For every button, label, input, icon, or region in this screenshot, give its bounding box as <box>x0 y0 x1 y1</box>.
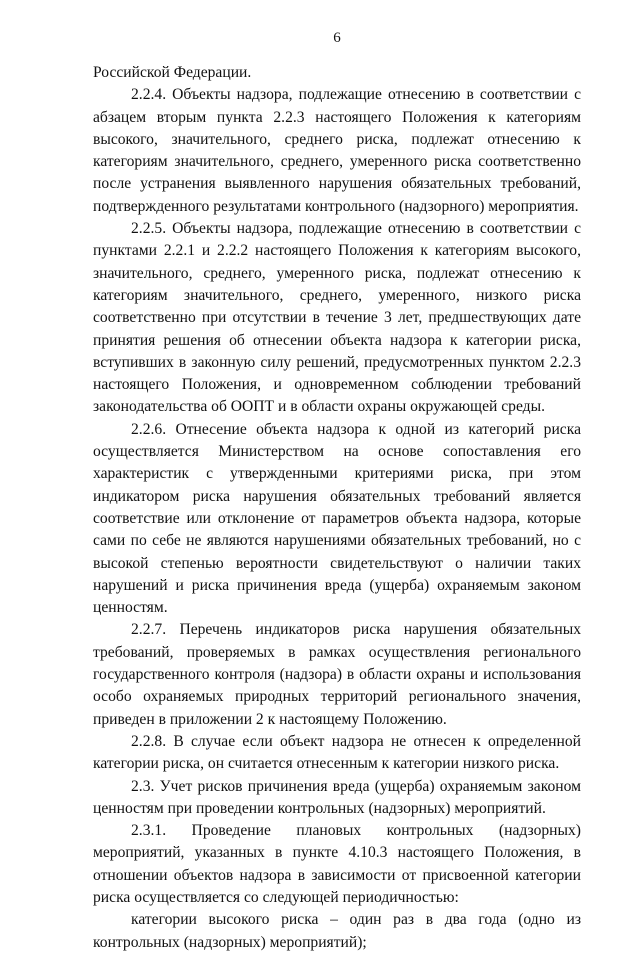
paragraph-high-risk-period: категории высокого риска – один раз в два года (одно из контрольных (надзорных) мероприятий); <box>93 911 581 951</box>
document-body <box>93 62 581 954</box>
paragraph-2-2-5: 2.2.5. Объекты надзора, подлежащие отнесению в соответствии с пунктами 2.2.1 и 2.2.2 настоящего Положения к категориям высокого, значительного, среднего, умеренного риска, подлежат отнесению к категориям значительного, среднего, умеренного, низкого риска соответственно при отсутствии в течение 3 лет, предшествующих дате принятия решения об отнесении объекта надзора к категории риска, вступивших в законную силу решений, предусмотренных пунктом 2.2.3 настоящего Положения, и одновременном соблюдении требований законодательства об ООПТ и в области охраны окружающей среды. <box>93 220 581 416</box>
paragraph-2-2-8: 2.2.8. В случае если объект надзора не отнесен к определенной категории риска, он считается отнесенным к категории низкого риска. <box>93 732 581 773</box>
paragraph-2-3: 2.3. Учет рисков причинения вреда (ущерба) охраняемым законом ценностям при проведении контрольных (надзорных) мероприятий. <box>93 777 581 817</box>
paragraph-2-3-1: 2.3.1. Проведение плановых контрольных (надзорных) мероприятий, указанных в пункте 4.10.3 настоящего Положения, в отношении объектов надзора в зависимости от присвоенной категории риска осуществляется со следующей периодичностью: <box>93 822 581 906</box>
paragraph-2-2-7: 2.2.7. Перечень индикаторов риска нарушения обязательных требований, проверяемых в рамках осуществления регионального государственного контроля (надзора) в области охраны и использования особо охраняемых природных территорий регионального значения, приведен в приложении 2 к настоящему Положению. <box>93 621 581 728</box>
paragraph-2-2-6: 2.2.6. Отнесение объекта надзора к одной из категорий риска осуществляется Министерством на основе сопоставления его характеристик с утвержденными критериями риска, при этом индикатором риска нарушения обязательных требований является соответствие или отклонение от параметров объекта надзора, которые сами по себе не являются нарушениями обязательных требований, но с высокой степенью вероятности свидетельствуют о наличии таких нарушений и риска причинения вреда (ущерба) охраняемым законом ценностям. <box>93 420 581 617</box>
paragraph-continuation: Российской Федерации. <box>93 64 252 81</box>
page-number: 6 <box>333 30 341 46</box>
paragraph-2-2-4: 2.2.4. Объекты надзора, подлежащие отнесению в соответствии с абзацем вторым пункта 2.2.3 настоящего Положения к категориям высокого, значительного, среднего риска, подлежат отнесению к категориям значительного, среднего, умеренного риска соответственно после устранения выявленного нарушения обязательных требований, подтвержденного результатами контрольного (надзорного) мероприятия. <box>93 86 581 215</box>
